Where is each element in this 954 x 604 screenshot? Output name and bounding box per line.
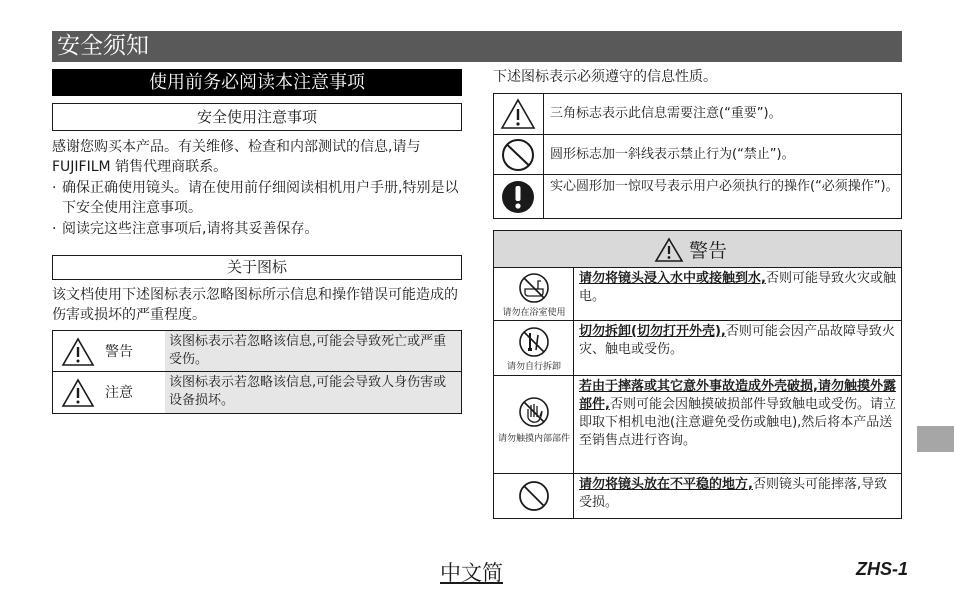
warning-triangle-icon	[654, 237, 684, 263]
symbol-row-important	[494, 94, 901, 135]
hazard-level-label: 注意	[105, 385, 133, 401]
caution-triangle-icon	[61, 378, 95, 408]
warning-icon-caption: 请勿触摸内部部件	[497, 434, 570, 444]
hazard-level-description: 该图标表示若忽略该信息,可能会导致人身伤害或设备损坏。	[165, 372, 461, 413]
no-touch-icon	[516, 396, 552, 428]
warning-text-bold: 请勿将镜头浸入水中或接触到水,	[579, 271, 766, 286]
hazard-level-symbol	[53, 331, 165, 372]
prohibited-icon	[516, 480, 552, 512]
footer-language: 中文简	[440, 561, 503, 585]
warning-text	[579, 323, 897, 359]
subsection-title-icons: 关于图标	[52, 255, 462, 280]
bullet-marker: ·	[52, 221, 57, 237]
warning-text-rest: 否则可能会因触摸破损部件导致触电或受伤。请立即取下相机电池(注意避免受伤或触电),然后将本产品送至销售点进行咨询。	[579, 397, 896, 448]
bullet-item-1: 确保正确使用镜头。请在使用前仔细阅读相机用户手册,特别是以下安全使用注意事项。	[62, 180, 459, 216]
page-title: 安全须知	[57, 33, 149, 59]
warning-text-bold: 切勿拆卸(切勿打开外壳),	[579, 324, 726, 339]
bullet-item-2: 阅读完这些注意事项后,请将其妥善保存。	[62, 221, 319, 237]
warning-text-bold: 若由于摔落或其它意外事故造成外壳破损,请勿触摸外露部件,	[579, 379, 896, 412]
symbol-row-mandatory	[494, 175, 901, 218]
warning-text	[579, 270, 897, 306]
section-tab-marker	[917, 426, 954, 452]
warning-icon-cell	[494, 321, 574, 375]
warning-icon-caption: 请勿自行拆卸	[506, 362, 561, 372]
warning-row	[494, 376, 901, 474]
warning-title: 警告	[689, 240, 728, 262]
warning-text	[579, 378, 897, 450]
symbol-cell	[494, 175, 544, 218]
warning-text-rest: 否则可能会因产品故障导致火灾、触电或受伤。	[579, 324, 895, 357]
page-number: ZHS-1	[856, 559, 909, 579]
symbol-description: 圆形标志加一斜线表示禁止行为(“禁止”)。	[550, 147, 795, 162]
symbol-description: 实心圆形加一惊叹号表示用户必须执行的操作(“必须操作”)。	[550, 179, 899, 194]
warning-icon-cell	[494, 376, 574, 473]
page-title-bar	[52, 31, 902, 62]
hazard-level-row-warning	[53, 331, 461, 372]
intro-paragraph: 感谢您购买本产品。有关维修、检查和内部测试的信息,请与 FUJIFILM 销售代理商联系。	[52, 139, 421, 175]
warning-icon-cell	[494, 268, 574, 320]
bullet-marker: ·	[52, 180, 57, 196]
warning-triangle-icon	[61, 337, 95, 367]
warning-header	[494, 231, 901, 268]
symbol-cell	[494, 135, 544, 174]
subsection-title-safety: 安全使用注意事项	[52, 103, 462, 131]
warning-icon-caption: 请勿在浴室使用	[502, 308, 566, 318]
prohibited-icon	[500, 138, 536, 172]
icons-intro-paragraph: 该文档使用下述图标表示忽略图标所示信息和操作错误可能造成的伤害或损坏的严重程度。	[52, 287, 458, 323]
warning-table	[493, 230, 902, 519]
triangle-exclamation-icon	[500, 98, 536, 130]
no-disassemble-icon	[516, 326, 552, 358]
symbol-cell	[494, 94, 544, 134]
hazard-level-table	[52, 330, 462, 414]
warning-row	[494, 474, 901, 518]
no-bath-icon	[516, 272, 552, 304]
symbol-description: 三角标志表示此信息需要注意(“重要”)。	[550, 106, 782, 121]
symbols-intro: 下述图标表示必须遵守的信息性质。	[493, 69, 717, 85]
section-title: 使用前务必阅读本注意事项	[52, 69, 462, 96]
warning-row	[494, 268, 901, 321]
warning-text-bold: 请勿将镜头放在不平稳的地方,	[579, 477, 753, 492]
hazard-level-symbol	[53, 372, 165, 413]
symbol-row-prohibited	[494, 135, 901, 175]
warning-text-rest: 否则可能导致火灾或触电。	[579, 271, 896, 304]
warning-row	[494, 321, 901, 376]
hazard-level-row-caution	[53, 372, 461, 413]
hazard-level-label: 警告	[105, 344, 133, 360]
warning-text	[579, 476, 897, 512]
warning-text-rest: 否则镜头可能摔落,导致受损。	[579, 477, 888, 510]
mandatory-icon	[500, 179, 536, 215]
warning-icon-cell	[494, 474, 574, 518]
hazard-level-description: 该图标表示若忽略该信息,可能会导致死亡或严重受伤。	[165, 331, 461, 371]
symbols-table	[493, 93, 902, 219]
